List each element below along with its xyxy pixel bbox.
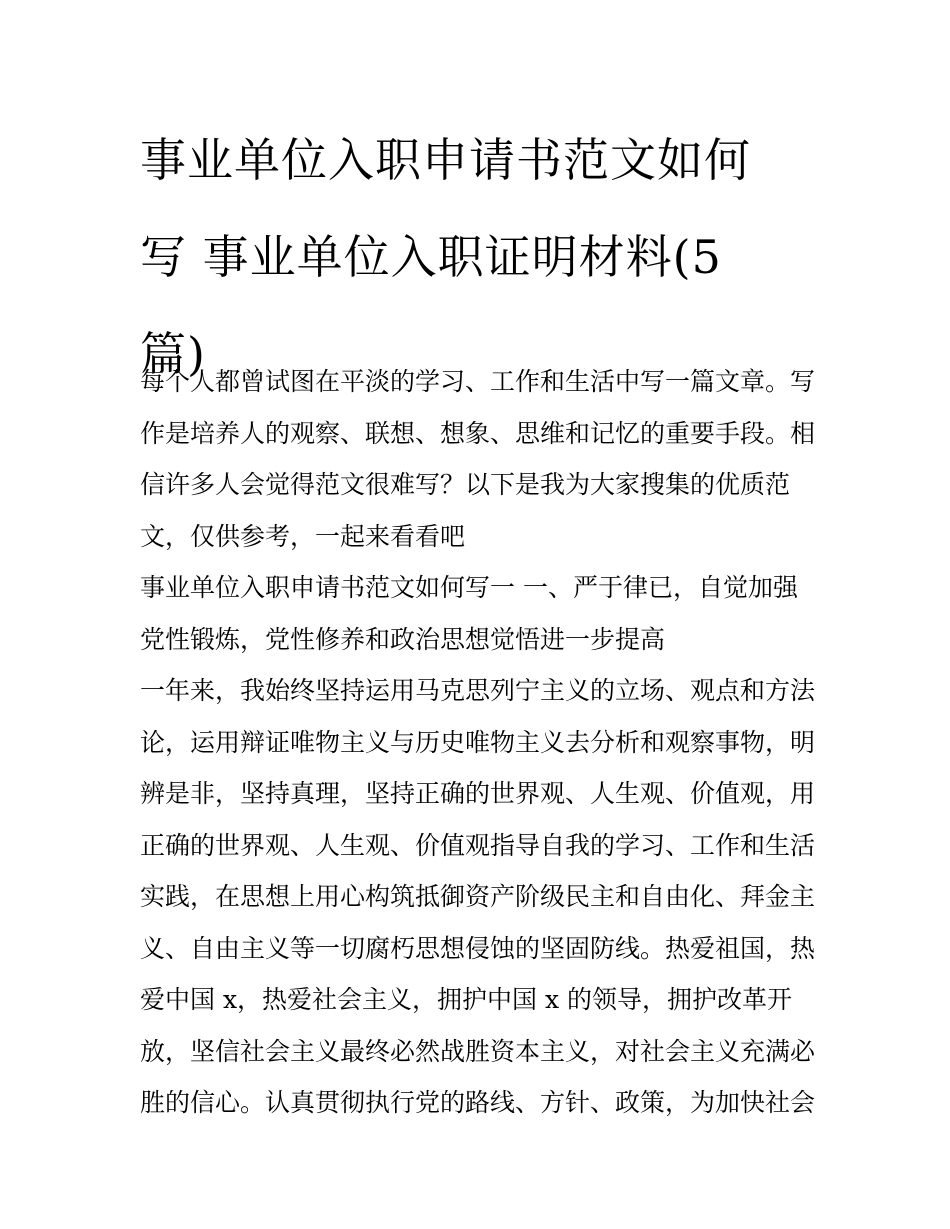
body-line: 信许多人会觉得范文很难写？以下是我为大家搜集的优质范 (140, 470, 791, 499)
body-line: 爱中国 x，热爱社会主义，拥护中国 x 的领导，拥护改革开 (140, 985, 793, 1014)
body-line: 实践，在思想上用心构筑抵御资产阶级民主和自由化、拜金主 (140, 882, 816, 911)
body-line: 作是培养人的观察、联想、想象、思维和记忆的重要手段。相 (140, 418, 816, 448)
body-line: 一年来，我始终坚持运用马克思列宁主义的立场、观点和方法 (140, 676, 816, 705)
body-line: 义、自由主义等一切腐朽思想侵蚀的坚固防线。热爱祖国，热 (140, 933, 816, 963)
body-line: 党性锻炼，党性修养和政治思想觉悟进一步提高 (140, 624, 666, 654)
document-body (140, 356, 816, 1129)
title-line: 篇) (140, 327, 206, 381)
section-heading-paragraph (140, 562, 816, 665)
body-line: 辨是非，坚持真理，坚持正确的世界观、人生观、价值观，用 (140, 779, 816, 808)
body-line: 放，坚信社会主义最终必然战胜资本主义，对社会主义充满必 (140, 1036, 816, 1066)
title-line: 写 事业单位入职证明材料(5 (140, 230, 722, 284)
body-line: 文，仅供参考，一起来看看吧 (140, 521, 466, 551)
body-line: 每个人都曾试图在平淡的学习、工作和生活中写一篇文章。写 (140, 367, 816, 396)
body-line: 论，运用辩证唯物主义与历史唯物主义去分析和观察事物，明 (140, 727, 816, 757)
intro-paragraph (140, 356, 816, 562)
content-paragraph (140, 665, 816, 1129)
body-line: 胜的信心。认真贯彻执行党的路线、方针、政策，为加快社会 (140, 1088, 816, 1117)
body-line: 事业单位入职申请书范文如何写一 一、严于律已，自觉加强 (140, 573, 798, 602)
body-line: 正确的世界观、人生观、价值观指导自我的学习、工作和生活 (140, 830, 816, 860)
title-line: 事业单位入职申请书范文如何 (140, 133, 751, 187)
